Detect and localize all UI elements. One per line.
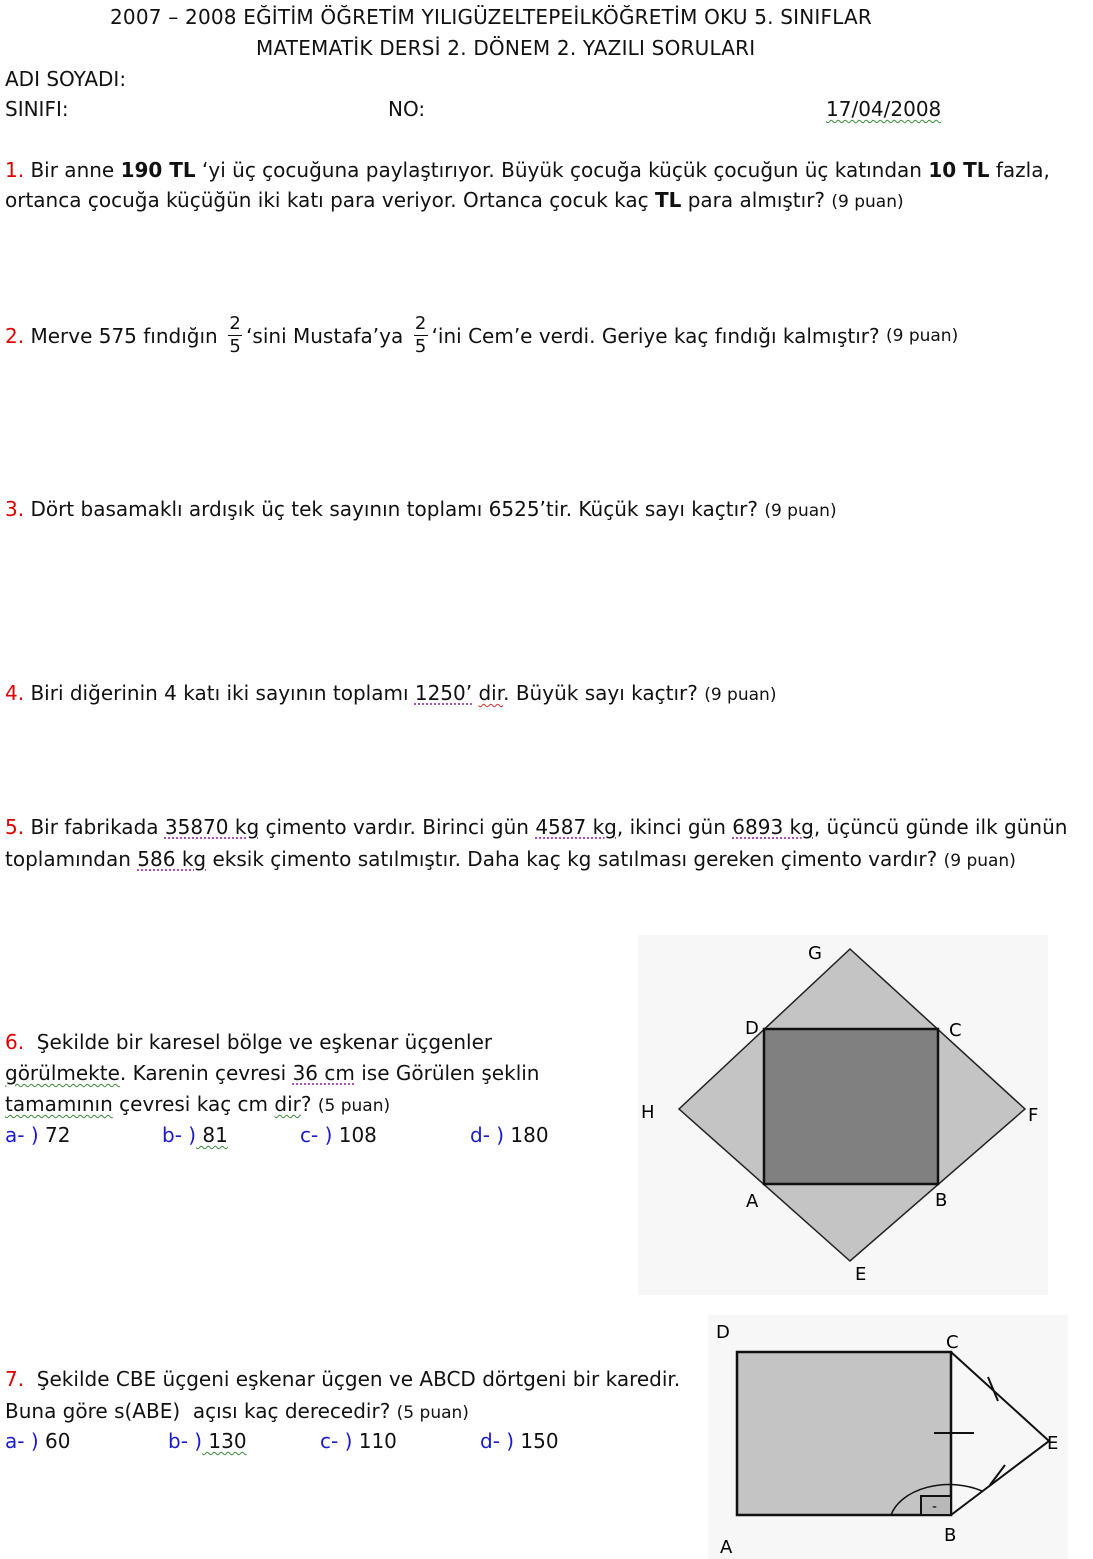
underlined-value: 35870 kg (164, 815, 260, 839)
point-label-h: H (641, 1102, 655, 1123)
point-label-f: F (1028, 1105, 1039, 1126)
question-text: ‘ini Cem’e verdi. Geriye kaç fındığı kalmıştır? (431, 323, 886, 348)
question-text: çimento vardır. Birinci gün (259, 815, 536, 839)
points: (5 puan) (317, 1096, 391, 1116)
fraction-denominator: 5 (229, 336, 241, 357)
option-value: 72 (38, 1123, 71, 1147)
question-6-line-3 (5, 1092, 390, 1116)
question-text: . Büyük sayı kaçtır? (503, 681, 705, 705)
q7-option-d[interactable] (480, 1429, 559, 1453)
question-text: , üçüncü günde ilk günün (813, 815, 1068, 839)
underlined-word: dir (478, 681, 504, 705)
question-1-line-1 (5, 158, 1050, 182)
question-text: Biri diğerinin 4 katı iki sayının toplamı (24, 681, 415, 705)
option-label: b- ) (168, 1429, 203, 1453)
question-number: 2. (5, 323, 25, 348)
amount-bold: 190 TL (120, 158, 196, 182)
question-number: 7. (5, 1367, 25, 1391)
question-text: para almıştır? (681, 188, 832, 212)
option-label: d- ) (480, 1429, 515, 1453)
question-number: 5. (5, 815, 25, 839)
question-text: toplamından (5, 847, 138, 871)
question-text: fazla, (989, 158, 1050, 182)
question-text: ortanca çocuğa küçüğün iki katı para veriyor. Ortanca çocuk kaç (5, 188, 655, 212)
option-value: 81 (196, 1123, 228, 1147)
option-value: 180 (504, 1123, 549, 1147)
option-value: 130 (202, 1429, 247, 1453)
points: (5 puan) (396, 1403, 469, 1423)
q6-option-c[interactable] (300, 1123, 377, 1147)
option-label: b- ) (162, 1123, 197, 1147)
underlined-word: görülmekte (5, 1061, 120, 1085)
question-5-line-2 (5, 847, 1016, 871)
point-label-c: C (949, 1020, 962, 1041)
point-label-a: A (720, 1537, 733, 1558)
option-value: 60 (38, 1429, 71, 1453)
point-label-d: D (716, 1322, 730, 1343)
option-label: d- ) (470, 1123, 505, 1147)
question-text: Buna göre s(ABE) açısı kaç derecedir? (5, 1399, 397, 1423)
question-number: 1. (5, 158, 25, 182)
question-text: Bir fabrikada (24, 815, 165, 839)
option-label: a- ) (5, 1429, 39, 1453)
question-6-line-2 (5, 1061, 539, 1085)
point-label-g: G (808, 943, 822, 964)
question-text: ? (300, 1092, 318, 1116)
question-text: Merve 575 fındığın (24, 323, 225, 348)
point-label-b: B (935, 1190, 948, 1211)
underlined-word: tamamının (5, 1092, 113, 1116)
title-line-1: 2007 – 2008 EĞİTİM ÖĞRETİM YILIGÜZELTEPEİLKÖĞRETİM OKU 5. SINIFLAR (110, 5, 873, 29)
option-label: a- ) (5, 1123, 39, 1147)
underlined-value: 6893 kg (732, 815, 814, 839)
point-label-b: B (944, 1525, 957, 1546)
point-label-c: C (946, 1332, 959, 1353)
q7-option-b[interactable] (168, 1429, 247, 1453)
question-number: 6. (5, 1030, 25, 1054)
option-label: c- ) (320, 1429, 353, 1453)
point-label-e: E (1047, 1433, 1059, 1454)
point-label-a: A (746, 1191, 759, 1212)
q7-option-a[interactable] (5, 1429, 70, 1453)
fraction-numerator: 2 (229, 313, 241, 334)
fraction-denominator: 5 (414, 336, 427, 357)
right-angle-symbol: - (932, 1499, 938, 1515)
question-6-line-1 (5, 1030, 492, 1054)
extra-bold: 10 TL (928, 158, 990, 182)
option-value: 150 (514, 1429, 559, 1453)
question-5-line-1 (5, 815, 1067, 839)
question-text: Bir anne (24, 158, 121, 182)
question-text: Dört basamaklı ardışık üç tek sayının toplamı 6525’tir. Küçük sayı kaçtır? (24, 497, 765, 521)
underlined-value: 586 kg (137, 847, 207, 871)
underlined-word: dir (274, 1092, 301, 1116)
exam-date: 17/04/2008 (826, 97, 942, 121)
question-text: Şekilde bir karesel bölge ve eşkenar üçgenler (24, 1030, 493, 1054)
question-text: . Karenin çevresi (119, 1061, 293, 1085)
option-value: 108 (332, 1123, 377, 1147)
question-4 (5, 681, 776, 705)
point-label-d: D (745, 1018, 759, 1039)
square-triangle-figure (708, 1315, 1068, 1559)
q6-option-a[interactable] (5, 1123, 70, 1147)
q6-option-b[interactable] (162, 1123, 228, 1147)
class-label: SINIFI: (5, 97, 69, 121)
title-line-2: MATEMATİK DERSİ 2. DÖNEM 2. YAZILI SORULARI (256, 36, 756, 60)
question-text: ‘yi üç çocuğuna paylaştırıyor. Büyük çocuğa küçük çocuğun üç katından (195, 158, 929, 182)
points: (9 puan) (764, 501, 837, 521)
no-label: NO: (388, 97, 426, 121)
question-2 (5, 313, 958, 358)
underlined-value: 1250’ (414, 681, 473, 705)
points: (9 puan) (831, 192, 904, 212)
question-text: ise Görülen şeklin (354, 1061, 540, 1085)
square-triangles-figure (638, 935, 1048, 1295)
question-text: eksik çimento satılmıştır. Daha kaç kg satılması gereken çimento vardır? (206, 847, 944, 871)
points: (9 puan) (885, 325, 959, 346)
fraction-numerator: 2 (414, 313, 427, 334)
underlined-value: 36 cm (292, 1061, 355, 1085)
question-text: çevresi kaç cm (112, 1092, 275, 1116)
question-text: ‘sini Mustafa’ya (246, 323, 410, 348)
q6-option-d[interactable] (470, 1123, 549, 1147)
question-number: 3. (5, 497, 25, 521)
underlined-value: 4587 kg (535, 815, 617, 839)
inner-square (764, 1029, 938, 1184)
question-3 (5, 497, 837, 521)
points: (9 puan) (704, 685, 777, 705)
name-label: ADI SOYADI: (5, 67, 127, 91)
fraction-1 (228, 313, 242, 358)
question-7-line-2 (5, 1399, 469, 1423)
q7-option-c[interactable] (320, 1429, 397, 1453)
question-text: Şekilde CBE üçgeni eşkenar üçgen ve ABCD dörtgeni bir karedir. (24, 1367, 681, 1391)
question-7-line-1 (5, 1367, 680, 1391)
points: (9 puan) (943, 851, 1016, 871)
option-value: 110 (352, 1429, 397, 1453)
question-text: , ikinci gün (616, 815, 733, 839)
option-label: c- ) (300, 1123, 333, 1147)
tl-bold: TL (654, 188, 682, 212)
question-number: 4. (5, 681, 25, 705)
point-label-e: E (855, 1264, 867, 1285)
question-1-line-2 (5, 188, 904, 212)
fraction-2 (414, 313, 428, 358)
